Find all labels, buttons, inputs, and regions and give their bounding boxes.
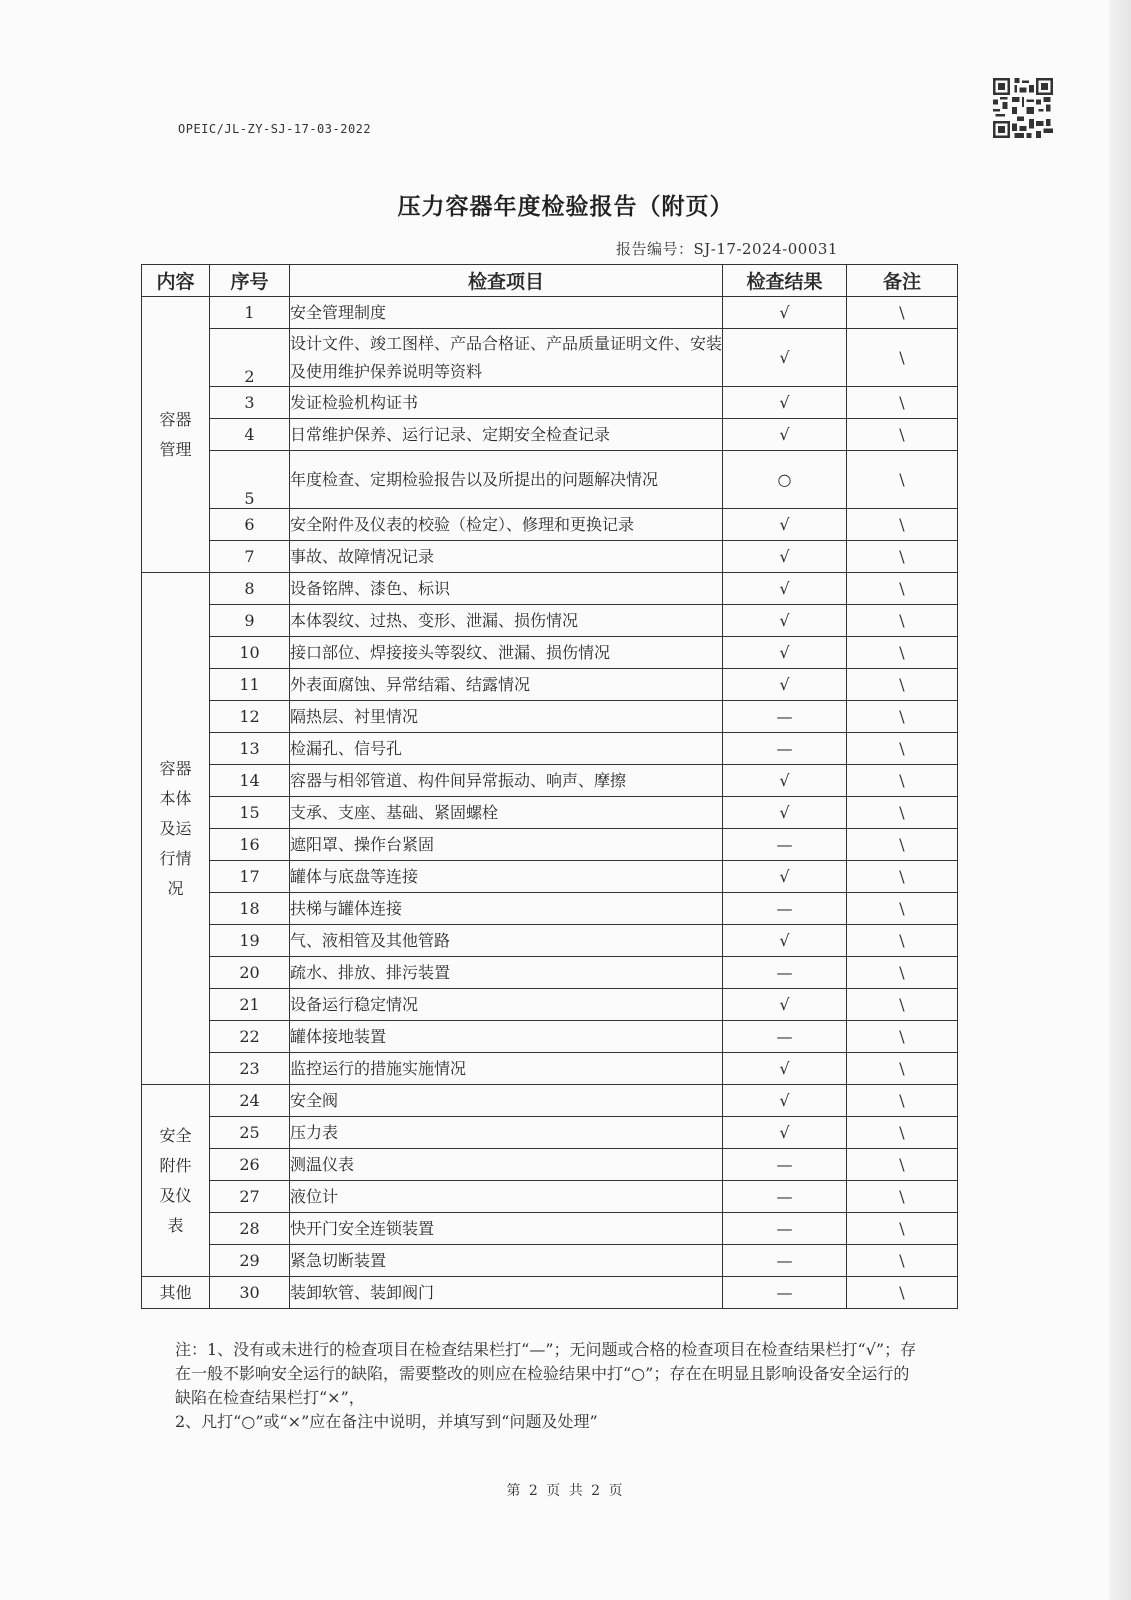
remark-cell: \ xyxy=(847,329,958,387)
result-cell: √ xyxy=(723,637,847,669)
seq-cell: 20 xyxy=(210,957,290,989)
remark-cell: \ xyxy=(847,637,958,669)
table-row xyxy=(142,451,958,509)
item-cell: 气、液相管及其他管路 xyxy=(290,925,723,957)
item-cell: 液位计 xyxy=(290,1181,723,1213)
result-cell: — xyxy=(723,829,847,861)
seq-cell: 16 xyxy=(210,829,290,861)
remark-cell: \ xyxy=(847,701,958,733)
table-row xyxy=(142,573,958,605)
result-cell: √ xyxy=(723,297,847,329)
table-row xyxy=(142,861,958,893)
seq-cell: 10 xyxy=(210,637,290,669)
result-cell: √ xyxy=(723,573,847,605)
remark-cell: \ xyxy=(847,1277,958,1309)
remark-cell: \ xyxy=(847,1085,958,1117)
item-cell: 本体裂纹、过热、变形、泄漏、损伤情况 xyxy=(290,605,723,637)
result-cell: √ xyxy=(723,669,847,701)
result-cell: — xyxy=(723,1021,847,1053)
item-cell: 安全阀 xyxy=(290,1085,723,1117)
result-cell: √ xyxy=(723,989,847,1021)
item-cell: 设备运行稳定情况 xyxy=(290,989,723,1021)
result-cell: √ xyxy=(723,509,847,541)
table-row xyxy=(142,387,958,419)
table-row xyxy=(142,733,958,765)
item-cell: 紧急切断装置 xyxy=(290,1245,723,1277)
item-cell: 设计文件、竣工图样、产品合格证、产品质量证明文件、安装及使用维护保养说明等资料 xyxy=(290,329,723,387)
group-cell-safety-accessories xyxy=(142,1085,210,1277)
remark-cell: \ xyxy=(847,957,958,989)
remark-cell: \ xyxy=(847,1181,958,1213)
remark-cell: \ xyxy=(847,669,958,701)
table-row xyxy=(142,765,958,797)
remark-cell: \ xyxy=(847,1053,958,1085)
seq-cell: 29 xyxy=(210,1245,290,1277)
item-cell: 罐体与底盘等连接 xyxy=(290,861,723,893)
report-number: 报告编号：SJ-17-2024-00031 xyxy=(616,240,838,258)
item-cell: 发证检验机构证书 xyxy=(290,387,723,419)
seq-cell: 18 xyxy=(210,893,290,925)
remark-cell: \ xyxy=(847,605,958,637)
header-content: 内容 xyxy=(142,265,210,297)
group-label: 其他 xyxy=(159,1282,192,1302)
remark-cell: \ xyxy=(847,451,958,509)
seq-cell: 19 xyxy=(210,925,290,957)
seq-cell: 24 xyxy=(210,1085,290,1117)
table-row xyxy=(142,541,958,573)
seq-cell: 4 xyxy=(210,419,290,451)
result-cell: √ xyxy=(723,1085,847,1117)
table-notes xyxy=(175,1338,920,1434)
header-remark: 备注 xyxy=(847,265,958,297)
table-row xyxy=(142,701,958,733)
table-row xyxy=(142,637,958,669)
remark-cell: \ xyxy=(847,1149,958,1181)
item-cell: 年度检查、定期检验报告以及所提出的问题解决情况 xyxy=(290,451,723,509)
page-title: 压力容器年度检验报告（附页） xyxy=(397,193,734,220)
remark-cell: \ xyxy=(847,765,958,797)
remark-cell: \ xyxy=(847,573,958,605)
remark-cell: \ xyxy=(847,797,958,829)
remark-cell: \ xyxy=(847,419,958,451)
scan-edge-shadow xyxy=(1109,0,1131,1600)
seq-cell: 14 xyxy=(210,765,290,797)
result-cell: — xyxy=(723,1245,847,1277)
seq-cell: 6 xyxy=(210,509,290,541)
result-cell: — xyxy=(723,957,847,989)
table-row xyxy=(142,925,958,957)
remark-cell: \ xyxy=(847,387,958,419)
qr-code-icon xyxy=(993,78,1053,138)
item-cell: 压力表 xyxy=(290,1117,723,1149)
remark-cell: \ xyxy=(847,893,958,925)
seq-cell: 21 xyxy=(210,989,290,1021)
table-row xyxy=(142,829,958,861)
result-cell: — xyxy=(723,1181,847,1213)
table-row xyxy=(142,1117,958,1149)
table-row xyxy=(142,669,958,701)
group-cell-other xyxy=(142,1277,210,1309)
item-cell: 设备铭牌、漆色、标识 xyxy=(290,573,723,605)
table-row xyxy=(142,297,958,329)
item-cell: 安全附件及仪表的校验（检定）、修理和更换记录 xyxy=(290,509,723,541)
table-row xyxy=(142,1053,958,1085)
seq-cell: 25 xyxy=(210,1117,290,1149)
table-header-row xyxy=(142,265,958,297)
seq-cell: 8 xyxy=(210,573,290,605)
item-cell: 支承、支座、基础、紧固螺栓 xyxy=(290,797,723,829)
seq-cell: 11 xyxy=(210,669,290,701)
table-row xyxy=(142,1149,958,1181)
table-row xyxy=(142,1213,958,1245)
item-cell: 检漏孔、信号孔 xyxy=(290,733,723,765)
remark-cell: \ xyxy=(847,509,958,541)
group-cell-container-management xyxy=(142,297,210,573)
seq-cell: 1 xyxy=(210,297,290,329)
page-number: 第 2 页 共 2 页 xyxy=(506,1483,625,1499)
table-row xyxy=(142,1085,958,1117)
result-cell: — xyxy=(723,1213,847,1245)
remark-cell: \ xyxy=(847,829,958,861)
remark-cell: \ xyxy=(847,297,958,329)
note-2: 2、凡打“○”或“×”应在备注中说明，并填写到“问题及处理” xyxy=(175,1412,598,1431)
result-cell: √ xyxy=(723,387,847,419)
result-cell: √ xyxy=(723,419,847,451)
table-row xyxy=(142,329,958,387)
item-cell: 快开门安全连锁装置 xyxy=(290,1213,723,1245)
seq-cell: 22 xyxy=(210,1021,290,1053)
table-row xyxy=(142,893,958,925)
table-row xyxy=(142,1277,958,1309)
item-cell: 日常维护保养、运行记录、定期安全检查记录 xyxy=(290,419,723,451)
table-row xyxy=(142,1021,958,1053)
remark-cell: \ xyxy=(847,1245,958,1277)
remark-cell: \ xyxy=(847,733,958,765)
seq-cell: 15 xyxy=(210,797,290,829)
table-row xyxy=(142,797,958,829)
remark-cell: \ xyxy=(847,925,958,957)
result-cell: — xyxy=(723,701,847,733)
seq-cell: 13 xyxy=(210,733,290,765)
item-cell: 接口部位、焊接接头等裂纹、泄漏、损伤情况 xyxy=(290,637,723,669)
seq-cell: 5 xyxy=(210,451,290,509)
remark-cell: \ xyxy=(847,1117,958,1149)
result-cell: √ xyxy=(723,329,847,387)
item-cell: 容器与相邻管道、构件间异常振动、响声、摩擦 xyxy=(290,765,723,797)
seq-cell: 28 xyxy=(210,1213,290,1245)
item-cell: 外表面腐蚀、异常结霜、结露情况 xyxy=(290,669,723,701)
seq-cell: 23 xyxy=(210,1053,290,1085)
seq-cell: 27 xyxy=(210,1181,290,1213)
result-cell: √ xyxy=(723,1117,847,1149)
item-cell: 监控运行的措施实施情况 xyxy=(290,1053,723,1085)
item-cell: 疏水、排放、排污装置 xyxy=(290,957,723,989)
header-item: 检查项目 xyxy=(290,265,723,297)
remark-cell: \ xyxy=(847,1213,958,1245)
note-1: 注：1、没有或未进行的检查项目在检查结果栏打“—”；无问题或合格的检查项目在检查结果栏打“√”；存在一般不影响安全运行的缺陷，需要整改的则应在检验结果中打“○”；存在在明显且影响设备安全运行的缺陷在检查结果栏打“×”， xyxy=(175,1340,917,1407)
table-row xyxy=(142,605,958,637)
result-cell: √ xyxy=(723,1053,847,1085)
seq-cell: 3 xyxy=(210,387,290,419)
item-cell: 事故、故障情况记录 xyxy=(290,541,723,573)
remark-cell: \ xyxy=(847,989,958,1021)
result-cell: — xyxy=(723,733,847,765)
result-cell: √ xyxy=(723,861,847,893)
header-result: 检查结果 xyxy=(723,265,847,297)
table-row xyxy=(142,1245,958,1277)
remark-cell: \ xyxy=(847,861,958,893)
table-row xyxy=(142,509,958,541)
seq-cell: 26 xyxy=(210,1149,290,1181)
seq-cell: 2 xyxy=(210,329,290,387)
result-cell: √ xyxy=(723,797,847,829)
table-row xyxy=(142,989,958,1021)
item-cell: 扶梯与罐体连接 xyxy=(290,893,723,925)
item-cell: 安全管理制度 xyxy=(290,297,723,329)
item-cell: 罐体接地装置 xyxy=(290,1021,723,1053)
seq-cell: 9 xyxy=(210,605,290,637)
item-cell: 隔热层、衬里情况 xyxy=(290,701,723,733)
group-label: 容器本体及运行情况 xyxy=(159,758,192,898)
item-cell: 测温仪表 xyxy=(290,1149,723,1181)
table-row xyxy=(142,1181,958,1213)
result-cell: — xyxy=(723,1149,847,1181)
seq-cell: 17 xyxy=(210,861,290,893)
result-cell: — xyxy=(723,1277,847,1309)
seq-cell: 30 xyxy=(210,1277,290,1309)
result-cell: ○ xyxy=(723,451,847,509)
document-code: OPEIC/JL-ZY-SJ-17-03-2022 xyxy=(178,122,372,136)
header-seq: 序号 xyxy=(210,265,290,297)
result-cell: √ xyxy=(723,605,847,637)
item-cell: 装卸软管、装卸阀门 xyxy=(290,1277,723,1309)
remark-cell: \ xyxy=(847,1021,958,1053)
result-cell: √ xyxy=(723,765,847,797)
group-label: 容器管理 xyxy=(159,409,192,459)
seq-cell: 12 xyxy=(210,701,290,733)
result-cell: — xyxy=(723,893,847,925)
table-row xyxy=(142,419,958,451)
result-cell: √ xyxy=(723,925,847,957)
remark-cell: \ xyxy=(847,541,958,573)
group-cell-container-body xyxy=(142,573,210,1085)
seq-cell: 7 xyxy=(210,541,290,573)
inspection-table xyxy=(141,264,958,1309)
result-cell: √ xyxy=(723,541,847,573)
item-cell: 遮阳罩、操作台紧固 xyxy=(290,829,723,861)
group-label: 安全附件及仪表 xyxy=(159,1125,192,1235)
table-row xyxy=(142,957,958,989)
